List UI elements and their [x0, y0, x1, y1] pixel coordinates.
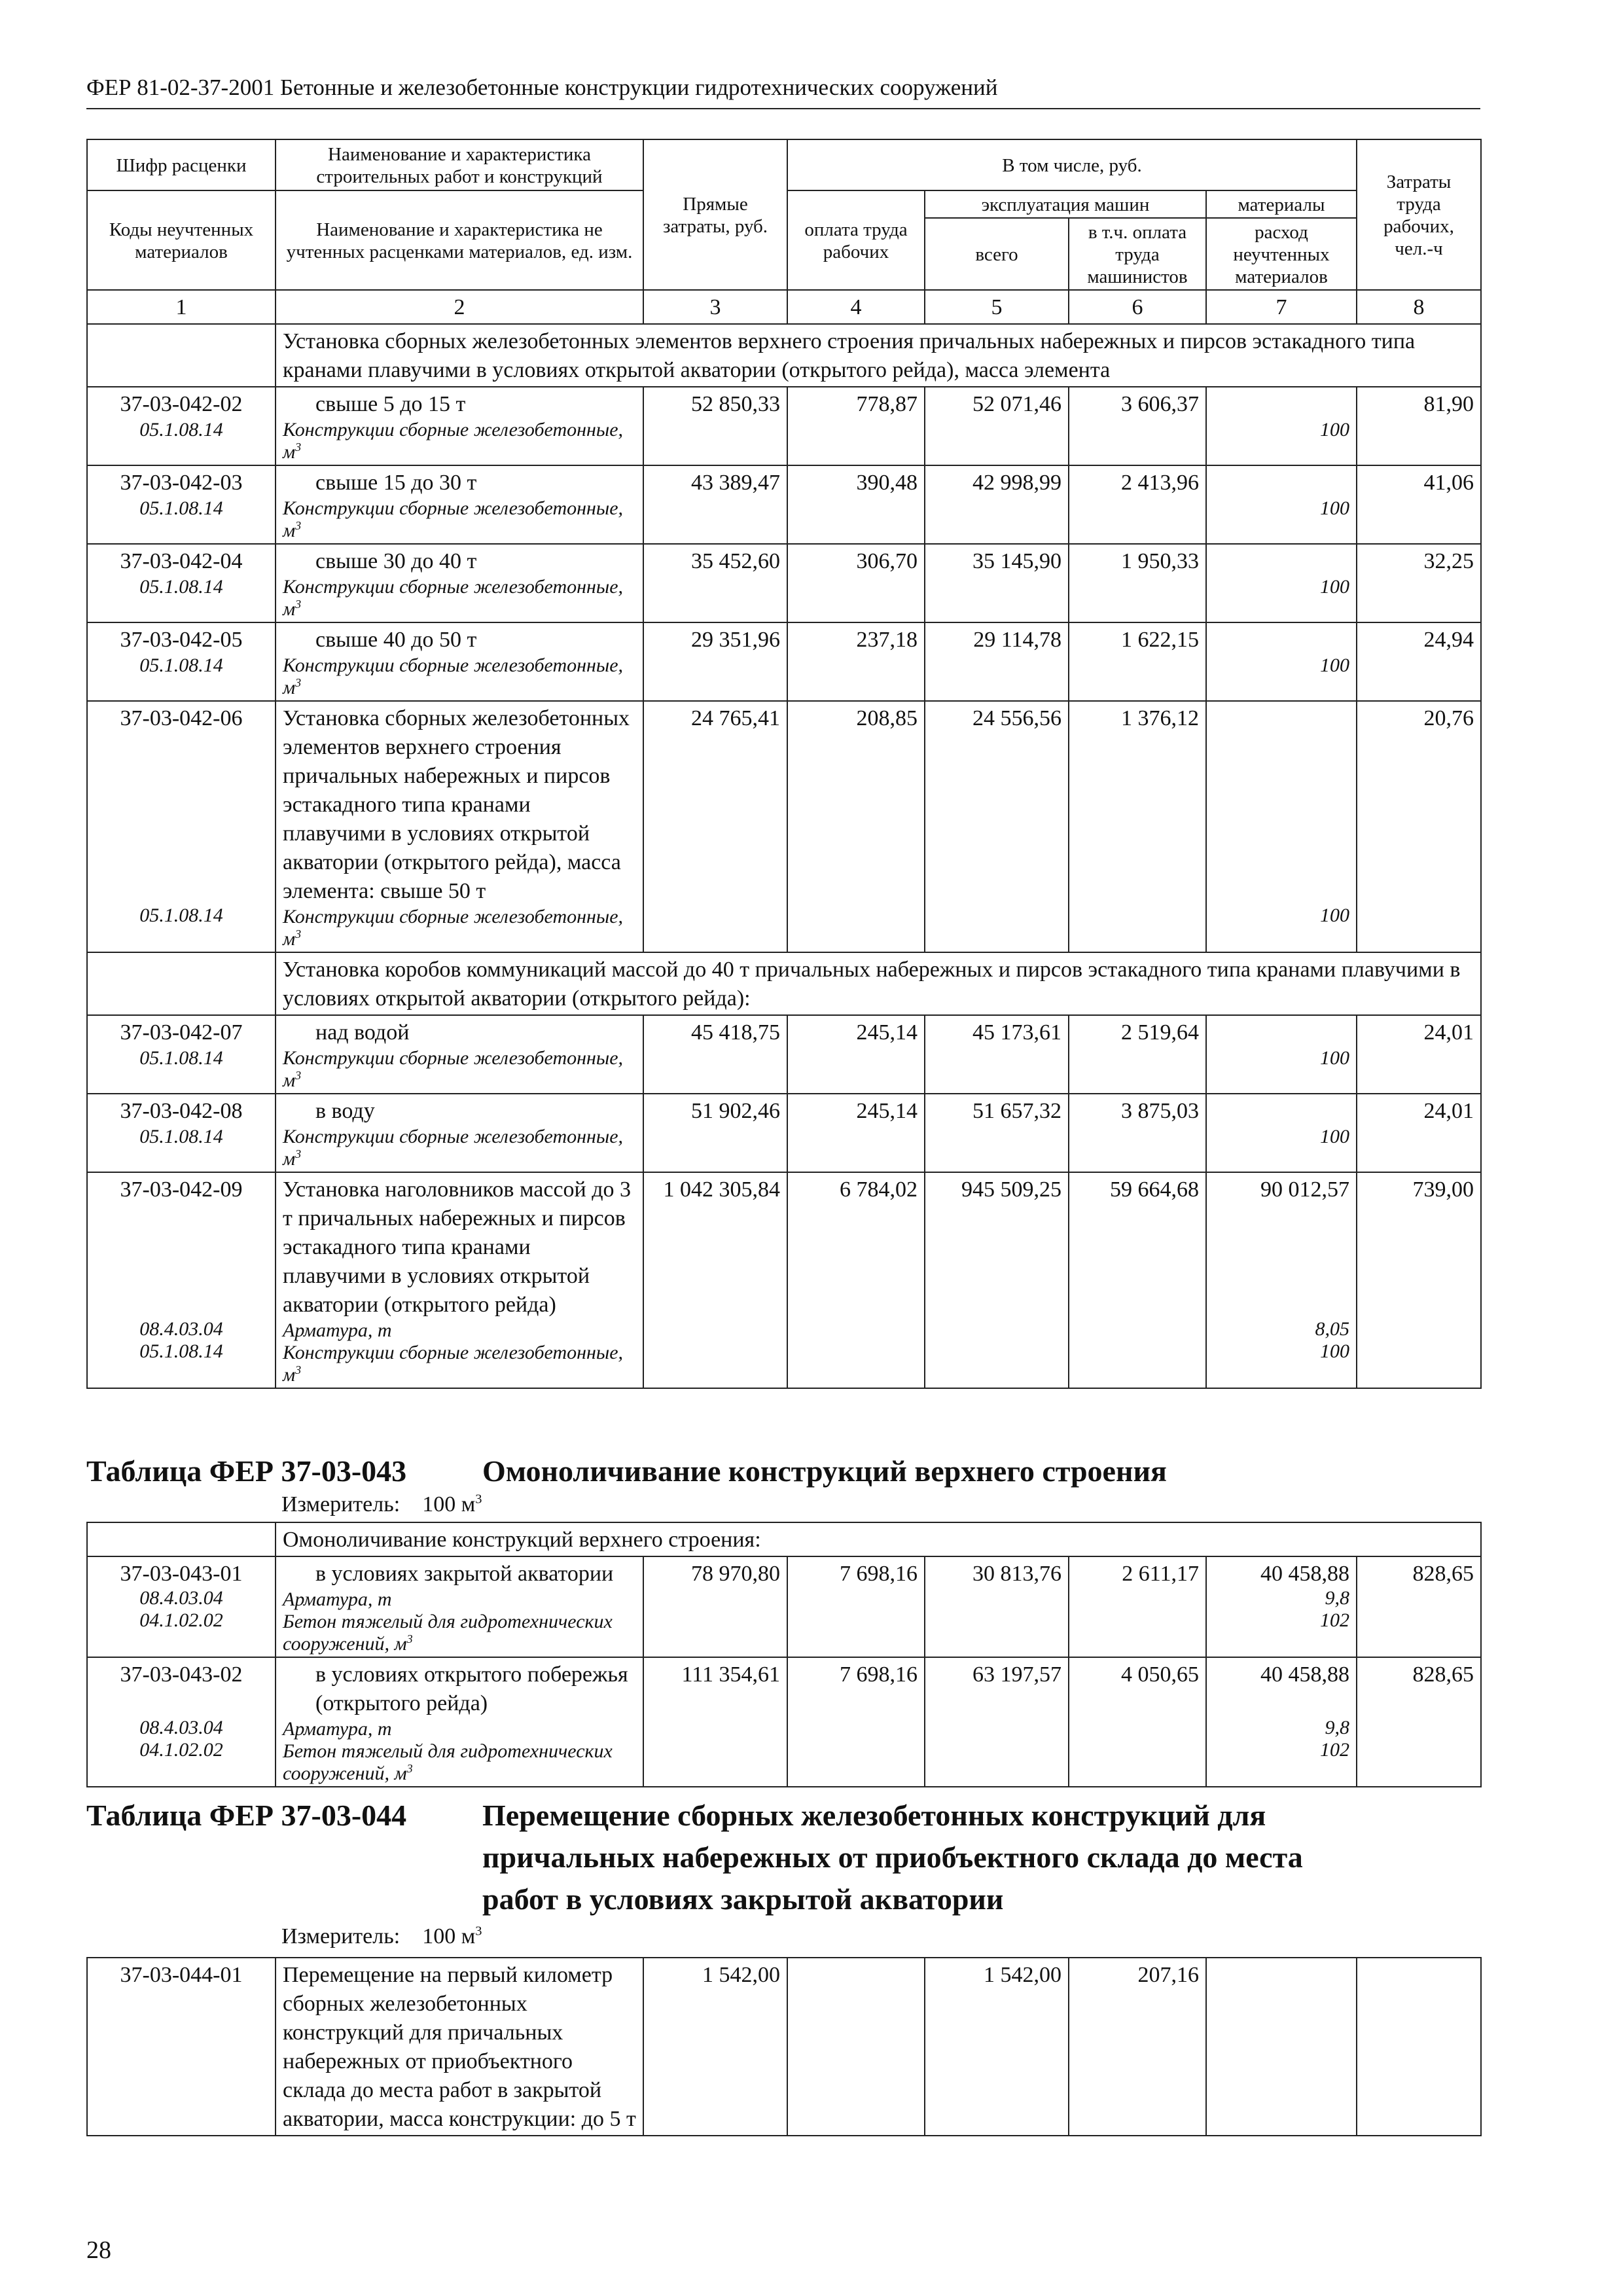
- col-codes-unacc-header: Коды неучтенных материалов: [87, 190, 276, 290]
- material-qty: 100: [1320, 1340, 1349, 1362]
- col-incl-header: В том числе, руб.: [787, 139, 1357, 190]
- rate-code: 37-03-042-08: [120, 1099, 243, 1123]
- material-qty: 9,8: [1325, 1587, 1349, 1609]
- machinists-cost: 2 611,17: [1069, 1556, 1206, 1657]
- table-row: 37-03-042-04 05.1.08.14 свыше 30 до 40 т Конструкции сборные железобетонные, $м^3$ 35 452,60 306,70 35 145,90 1 950,33 100 32,25: [87, 544, 1481, 622]
- rate-code: 37-03-043-01: [120, 1562, 243, 1586]
- material-name: Конструкции сборные железобетонные, м: [283, 576, 624, 620]
- direct-cost: 52 850,33: [643, 387, 787, 465]
- section-title: Установка сборных железобетонных элементов верхнего строения причальных набережных и пирсов эстакадного типа кранами плавучими в условиях открытой акватории (открытого рейда), масса элемента: [276, 324, 1481, 387]
- materials-cost: [1206, 1958, 1357, 2136]
- material-code: 05.1.08.14: [139, 905, 223, 926]
- labor-cost: 828,65: [1357, 1556, 1481, 1657]
- material-qty: 100: [1320, 1047, 1349, 1069]
- col-number: 1: [87, 290, 276, 324]
- material-name: Арматура, т: [283, 1718, 392, 1740]
- machines-cost: 51 657,32: [925, 1094, 1069, 1172]
- col-wage-header: оплата труда рабочих: [787, 190, 925, 290]
- col-number: 7: [1206, 290, 1357, 324]
- material-qty: 100: [1320, 419, 1349, 440]
- col-number: 6: [1069, 290, 1206, 324]
- col-labor-header: Затраты труда рабочих, чел.-ч: [1357, 139, 1481, 290]
- measure-unit: Измеритель: 100 $м^3$: [281, 1492, 482, 1516]
- col-number: 2: [276, 290, 643, 324]
- machinists-cost: 3 875,03: [1069, 1094, 1206, 1172]
- table-row: 37-03-043-02 08.4.03.04 04.1.02.02 в условиях открытого побережья (открытого рейда) Арматура, т Бетон тяжелый для гидротехнических сооружений, $м^3$ 111 354,61 7 698,16 63 197,57 4 050,65 40 458,88 9,8 102 828,65: [87, 1657, 1481, 1787]
- machinists-cost: 3 606,37: [1069, 387, 1206, 465]
- measure-value: 100 м: [422, 1924, 476, 1948]
- rate-code: 37-03-042-05: [120, 628, 243, 652]
- wage-cost: 245,14: [787, 1094, 925, 1172]
- materials-cost: 40 458,88: [1260, 1562, 1349, 1586]
- direct-cost: 35 452,60: [643, 544, 787, 622]
- direct-cost: 24 765,41: [643, 701, 787, 952]
- col-name-header: Наименование и характеристика строительных работ и конструкций: [276, 139, 643, 190]
- direct-cost: 1 042 305,84: [643, 1172, 787, 1388]
- material-qty: 8,05: [1315, 1318, 1349, 1340]
- material-code: 08.4.03.04: [139, 1318, 223, 1340]
- table-044-title: [86, 1795, 1303, 1916]
- col-materials-header: материалы: [1206, 190, 1357, 218]
- material-name: Конструкции сборные железобетонные, м: [283, 1126, 624, 1170]
- machines-cost: 35 145,90: [925, 544, 1069, 622]
- wage-cost: [787, 1958, 925, 2136]
- table-row: 37-03-043-01 08.4.03.04 04.1.02.02 в условиях закрытой акватории Арматура, т Бетон тяжелый для гидротехнических сооружений, $м^3$ 78 970,80 7 698,16 30 813,76 2 611,17 40 458,88 9,8 102 828,65: [87, 1556, 1481, 1657]
- wage-cost: 390,48: [787, 465, 925, 544]
- col-number: 3: [643, 290, 787, 324]
- wage-cost: 237,18: [787, 622, 925, 701]
- materials-cost: 40 458,88: [1260, 1662, 1349, 1687]
- material-name: Конструкции сборные железобетонные, м: [283, 497, 624, 541]
- machinists-cost: 1 950,33: [1069, 544, 1206, 622]
- table-044: [86, 1957, 1482, 2136]
- labor-cost: 24,01: [1357, 1094, 1481, 1172]
- table-row: 37-03-042-03 05.1.08.14 свыше 15 до 30 т Конструкции сборные железобетонные, $м^3$ 43 389,47 390,48 42 998,99 2 413,96 100 41,06: [87, 465, 1481, 544]
- rate-name: свыше 15 до 30 т: [315, 471, 477, 495]
- material-code: 05.1.08.14: [139, 576, 223, 598]
- material-qty: 9,8: [1325, 1717, 1349, 1738]
- material-code: 05.1.08.14: [139, 419, 223, 440]
- table-row: 37-03-042-09 08.4.03.04 05.1.08.14 Установка наголовников массой до 3 т причальных набережных и пирсов эстакадного типа кранами плавучими в условиях открытой акватории (открытого рейда) Арматура, т Конструкции сборные железобетонные, $м^3$ 1 042 305,84 6 784,02 945 509,25 59 664,68 90 012,57 8,05 100 739,00: [87, 1172, 1481, 1388]
- rate-name: над водой: [315, 1020, 410, 1045]
- direct-cost: 78 970,80: [643, 1556, 787, 1657]
- col-number: 5: [925, 290, 1069, 324]
- material-qty: 100: [1320, 655, 1349, 676]
- wage-cost: 208,85: [787, 701, 925, 952]
- machinists-cost: 1 622,15: [1069, 622, 1206, 701]
- table-name-line: причальных набережных от приобъектного склада до места: [482, 1840, 1303, 1874]
- table-row: 37-03-042-05 05.1.08.14 свыше 40 до 50 т Конструкции сборные железобетонные, $м^3$ 29 351,96 237,18 29 114,78 1 622,15 100 24,94: [87, 622, 1481, 701]
- material-name: Конструкции сборные железобетонные, м: [283, 906, 624, 950]
- section-title: Установка коробов коммуникаций массой до 40 т причальных набережных и пирсов эстакадного типа кранами плавучими в условиях открытой акватории (открытого рейда):: [276, 952, 1481, 1015]
- table-row: 37-03-042-02 05.1.08.14 свыше 5 до 15 т Конструкции сборные железобетонные, $м^3$ 52 850,33 778,87 52 071,46 3 606,37 100 81,90: [87, 387, 1481, 465]
- material-code: 08.4.03.04: [139, 1717, 223, 1738]
- labor-cost: 20,76: [1357, 701, 1481, 952]
- rate-name: свыше 30 до 40 т: [315, 549, 477, 573]
- rate-name: в воду: [315, 1099, 375, 1123]
- measure-label: Измеритель:: [281, 1924, 401, 1948]
- labor-cost: 828,65: [1357, 1657, 1481, 1787]
- material-code: 05.1.08.14: [139, 1340, 223, 1362]
- table-number: Таблица ФЕР 37-03-044: [86, 1799, 407, 1832]
- column-numbers-row: [87, 290, 1481, 324]
- material-qty: 100: [1320, 1126, 1349, 1147]
- direct-cost: 45 418,75: [643, 1015, 787, 1094]
- machines-cost: 945 509,25: [925, 1172, 1069, 1388]
- material-code: 05.1.08.14: [139, 497, 223, 519]
- wage-cost: 7 698,16: [787, 1657, 925, 1787]
- wage-cost: 306,70: [787, 544, 925, 622]
- rate-code: 37-03-044-01: [87, 1958, 276, 2136]
- material-name: Конструкции сборные железобетонные, м: [283, 655, 624, 698]
- material-qty: 100: [1320, 905, 1349, 926]
- rate-code: 37-03-042-04: [120, 549, 243, 573]
- material-code: 04.1.02.02: [139, 1609, 223, 1631]
- material-name: Конструкции сборные железобетонные, м: [283, 1047, 624, 1091]
- rate-code: 37-03-042-09: [120, 1177, 243, 1202]
- section-title: Омоноличивание конструкций верхнего строения:: [276, 1522, 1481, 1556]
- section-row: [87, 952, 1481, 1015]
- material-name: Конструкции сборные железобетонные, м: [283, 419, 624, 463]
- machines-cost: 52 071,46: [925, 387, 1069, 465]
- machinists-cost: 207,16: [1069, 1958, 1206, 2136]
- rate-name: свыше 40 до 50 т: [315, 628, 477, 652]
- col-name-unacc-header: Наименование и характеристика не учтенных расценками материалов, ед. изм.: [276, 190, 643, 290]
- rate-name: в условиях закрытой акватории: [315, 1562, 614, 1586]
- direct-cost: 51 902,46: [643, 1094, 787, 1172]
- table-name-line: работ в условиях закрытой акватории: [482, 1882, 1004, 1916]
- rate-code: 37-03-042-02: [120, 392, 243, 416]
- table-row: 37-03-042-06 05.1.08.14 Установка сборных железобетонных элементов верхнего строения причальных набережных и пирсов эстакадного типа кранами плавучими в условиях открытой акватории (открытого рейда), масса элемента: свыше 50 т Конструкции сборные железобетонные, $м^3$ 24 765,41 208,85 24 556,56 1 376,12 100 20,76: [87, 701, 1481, 952]
- material-code: 05.1.08.14: [139, 1126, 223, 1147]
- rate-name: свыше 5 до 15 т: [315, 392, 466, 416]
- table-row: [87, 1958, 1481, 2136]
- direct-cost: 1 542,00: [643, 1958, 787, 2136]
- table-name: Омоноличивание конструкций верхнего строения: [482, 1454, 1167, 1488]
- material-qty: 100: [1320, 497, 1349, 519]
- col-machinists-header: в т.ч. оплата труда машинистов: [1069, 218, 1206, 290]
- direct-cost: 111 354,61: [643, 1657, 787, 1787]
- wage-cost: 778,87: [787, 387, 925, 465]
- labor-cost: 32,25: [1357, 544, 1481, 622]
- direct-cost: 43 389,47: [643, 465, 787, 544]
- rate-name: Установка наголовников массой до 3 т причальных набережных и пирсов эстакадного типа кранами плавучими в условиях открытой акватории (открытого рейда): [283, 1177, 632, 1317]
- table-name: [482, 1795, 1303, 1920]
- machinists-cost: 4 050,65: [1069, 1657, 1206, 1787]
- machines-cost: 29 114,78: [925, 622, 1069, 701]
- measure-label: Измеритель:: [281, 1492, 401, 1516]
- machines-cost: 24 556,56: [925, 701, 1069, 952]
- page-number: 28: [86, 2236, 111, 2264]
- rate-name: Установка сборных железобетонных элементов верхнего строения причальных набережных и пирсов эстакадного типа кранами плавучими в условиях открытой акватории (открытого рейда), масса элемента: свыше 50 т: [283, 706, 630, 903]
- material-qty: 102: [1320, 1609, 1349, 1631]
- materials-cost: 90 012,57: [1260, 1177, 1349, 1202]
- machines-cost: 1 542,00: [925, 1958, 1069, 2136]
- table-row: 37-03-042-07 05.1.08.14 над водой Конструкции сборные железобетонные, $м^3$ 45 418,75 245,14 45 173,61 2 519,64 100 24,01: [87, 1015, 1481, 1094]
- col-materials-unacc-header: расход неучтенных материалов: [1206, 218, 1357, 290]
- machinists-cost: 1 376,12: [1069, 701, 1206, 952]
- document-header: ФЕР 81-02-37-2001 Бетонные и железобетонные конструкции гидротехнических сооружений: [86, 75, 998, 100]
- material-qty: 102: [1320, 1739, 1349, 1761]
- wage-cost: 245,14: [787, 1015, 925, 1094]
- machines-cost: 42 998,99: [925, 465, 1069, 544]
- labor-cost: 739,00: [1357, 1172, 1481, 1388]
- labor-cost: 24,01: [1357, 1015, 1481, 1094]
- material-name: Арматура, т: [283, 1588, 392, 1610]
- table-row: 37-03-042-08 05.1.08.14 в воду Конструкции сборные железобетонные, $м^3$ 51 902,46 245,14 51 657,32 3 875,03 100 24,01: [87, 1094, 1481, 1172]
- measure-value: 100 м: [422, 1492, 476, 1516]
- col-code-header: Шифр расценки: [87, 139, 276, 190]
- machines-cost: 30 813,76: [925, 1556, 1069, 1657]
- col-machines-header: эксплуатация машин: [925, 190, 1206, 218]
- material-name: Арматура, т: [283, 1319, 392, 1341]
- table-043-title: [86, 1450, 1167, 1492]
- material-name: Бетон тяжелый для гидротехнических сооружений, м: [283, 1740, 613, 1784]
- measure-unit: Измеритель: 100 $м^3$: [281, 1924, 482, 1948]
- machines-cost: 63 197,57: [925, 1657, 1069, 1787]
- machinists-cost: 2 413,96: [1069, 465, 1206, 544]
- material-qty: 100: [1320, 576, 1349, 598]
- labor-cost: 24,94: [1357, 622, 1481, 701]
- table-043: [86, 1522, 1482, 1787]
- wage-cost: 6 784,02: [787, 1172, 925, 1388]
- col-number: 4: [787, 290, 925, 324]
- col-direct-header: Прямые затраты, руб.: [643, 139, 787, 290]
- section-row: [87, 324, 1481, 387]
- material-code: 08.4.03.04: [139, 1587, 223, 1609]
- rate-code: 37-03-043-02: [120, 1662, 243, 1687]
- col-machines-total-header: всего: [925, 218, 1069, 290]
- rate-name: Перемещение на первый километр сборных железобетонных конструкций для причальных набережных от приобъектного склада до места работ в закрытой акватории, масса конструкции: до 5 т: [276, 1958, 643, 2136]
- rate-name: в условиях открытого побережья (открытого рейда): [315, 1662, 628, 1715]
- rate-code: 37-03-042-07: [120, 1020, 243, 1045]
- table-name-line: Перемещение сборных железобетонных конструкций для: [482, 1799, 1266, 1832]
- material-code: 04.1.02.02: [139, 1739, 223, 1761]
- col-number: 8: [1357, 290, 1481, 324]
- direct-cost: 29 351,96: [643, 622, 787, 701]
- machinists-cost: 2 519,64: [1069, 1015, 1206, 1094]
- material-code: 05.1.08.14: [139, 1047, 223, 1069]
- rate-code: 37-03-042-03: [120, 471, 243, 495]
- header-rule: [86, 108, 1480, 109]
- wage-cost: 7 698,16: [787, 1556, 925, 1657]
- material-code: 05.1.08.14: [139, 655, 223, 676]
- machinists-cost: 59 664,68: [1069, 1172, 1206, 1388]
- labor-cost: 41,06: [1357, 465, 1481, 544]
- table-number: Таблица ФЕР 37-03-043: [86, 1454, 407, 1488]
- material-name: Бетон тяжелый для гидротехнических сооружений, м: [283, 1611, 613, 1655]
- section-row: [87, 1522, 1481, 1556]
- rate-code: 37-03-042-06: [120, 706, 243, 730]
- machines-cost: 45 173,61: [925, 1015, 1069, 1094]
- labor-cost: 81,90: [1357, 387, 1481, 465]
- material-name: Конструкции сборные железобетонные, м: [283, 1342, 624, 1386]
- table-042: [86, 139, 1482, 1389]
- labor-cost: [1357, 1958, 1481, 2136]
